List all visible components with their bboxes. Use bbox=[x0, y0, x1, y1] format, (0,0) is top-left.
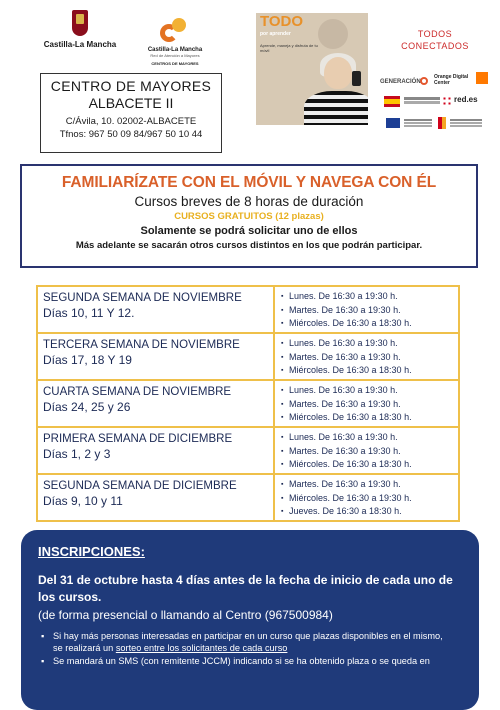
logo-mid-sub: Red de Atención a Mayores bbox=[150, 53, 200, 58]
logo-left-text: Castilla-La Mancha bbox=[43, 40, 117, 49]
week-cell bbox=[37, 380, 274, 427]
phone-icon bbox=[352, 71, 361, 86]
bullet-icon: ▪ bbox=[281, 367, 284, 374]
table-row bbox=[37, 380, 459, 427]
week-label: CUARTA SEMANA DE NOVIEMBRE bbox=[43, 386, 232, 398]
bullet-icon: ▪ bbox=[281, 387, 284, 394]
cm-logo-icon bbox=[160, 18, 190, 44]
plan-recuperacion-icon bbox=[438, 117, 446, 129]
ministry-text-icon bbox=[404, 97, 440, 100]
todos-conectados bbox=[400, 28, 470, 52]
time-slot: Lunes. De 16:30 a 19:30 h. bbox=[289, 291, 398, 301]
generacion-dot-icon bbox=[420, 77, 428, 85]
partner-redes: red.es bbox=[454, 95, 478, 104]
todos-line-2: CONECTADOS bbox=[401, 41, 469, 51]
week-days: Días 17, 18 Y 19 bbox=[43, 353, 132, 367]
orange-square-icon bbox=[476, 72, 488, 84]
bullet-icon: ▪ bbox=[281, 400, 284, 408]
bullet-icon: ▪ bbox=[281, 320, 284, 327]
plan-text-icon bbox=[450, 119, 482, 121]
note-sms bbox=[41, 655, 471, 667]
inscripciones-contact: (de forma presencial o llamando al Centro (967500984) bbox=[38, 608, 333, 622]
bullet-icon: ▪ bbox=[281, 508, 284, 515]
note-1-b: se realizará un bbox=[53, 643, 116, 653]
note-1-c: sorteo entre los solicitantes de cada curso bbox=[115, 643, 288, 653]
center-name-2: ALBACETE II bbox=[88, 95, 174, 111]
coat-of-arms-icon bbox=[72, 10, 88, 36]
centros-mayores-logo bbox=[140, 18, 210, 66]
week-label: SEGUNDA SEMANA DE NOVIEMBRE bbox=[43, 292, 242, 304]
times-cell bbox=[274, 474, 459, 521]
week-cell bbox=[37, 333, 274, 380]
time-slot: Miércoles. De 16:30 a 18:30 h. bbox=[289, 365, 412, 375]
time-slot: Jueves. De 16:30 a 18:30 h. bbox=[289, 506, 402, 516]
bullet-icon: ▪ bbox=[281, 434, 284, 441]
week-cell bbox=[37, 427, 274, 474]
schedule-table bbox=[36, 285, 460, 522]
todos-line-1: TODOS bbox=[417, 29, 453, 39]
bullet-icon: ▪ bbox=[281, 461, 284, 468]
promo-image bbox=[256, 13, 368, 125]
time-slot: Martes. De 16:30 a 19:30 h. bbox=[289, 304, 401, 315]
time-slot: Martes. De 16:30 a 19:30 h. bbox=[289, 445, 401, 456]
promo-title-2: por aprender bbox=[260, 31, 291, 37]
week-days: Días 10, 11 Y 12. bbox=[43, 306, 135, 320]
course-title-box bbox=[20, 164, 478, 268]
inscripciones-panel bbox=[21, 530, 479, 710]
bullet-icon: ▪ bbox=[281, 494, 284, 502]
time-slot: Miércoles. De 16:30 a 18:30 h. bbox=[289, 318, 412, 328]
partner-logos bbox=[378, 72, 490, 132]
bullet-icon: ▪ bbox=[41, 656, 45, 666]
free-courses: CURSOS GRATUITOS (12 plazas) bbox=[174, 211, 324, 222]
times-cell bbox=[274, 333, 459, 380]
week-label: PRIMERA SEMANA DE DICIEMBRE bbox=[43, 433, 233, 445]
week-days: Días 24, 25 y 26 bbox=[43, 400, 131, 414]
note-1-a: Si hay más personas interesadas en participar en un curso que plazas disponibles en el mismo, bbox=[53, 631, 443, 641]
time-slot: Martes. De 16:30 a 19:30 h. bbox=[289, 479, 401, 489]
spain-flag-icon bbox=[384, 96, 400, 107]
bullet-icon: ▪ bbox=[281, 353, 284, 361]
bullet-icon: ▪ bbox=[281, 447, 284, 455]
times-cell bbox=[274, 427, 459, 474]
table-row bbox=[37, 333, 459, 380]
castilla-la-mancha-logo bbox=[30, 10, 130, 49]
note-draw bbox=[41, 630, 471, 654]
promo-title: TODO bbox=[260, 13, 304, 30]
center-phones: Tfnos: 967 50 09 84/967 50 10 44 bbox=[59, 129, 203, 140]
time-slot: Lunes. De 16:30 a 19:30 h. bbox=[289, 432, 398, 442]
inscripciones-dates: Del 31 de octubre hasta 4 días antes de la fecha de inicio de cada uno de los cursos. bbox=[38, 573, 453, 604]
redes-dots-icon bbox=[442, 96, 452, 106]
subheadline: Cursos breves de 8 horas de duración bbox=[134, 194, 364, 209]
bullet-icon: ▪ bbox=[41, 631, 45, 641]
week-label: SEGUNDA SEMANA DE DICIEMBRE bbox=[43, 480, 237, 492]
bullet-icon: ▪ bbox=[281, 481, 284, 488]
week-cell bbox=[37, 474, 274, 521]
later-courses-notice: Más adelante se sacarán otros cursos distintos en los que podrán participar. bbox=[75, 240, 423, 251]
eu-text-icon bbox=[404, 119, 432, 121]
bullet-icon: ▪ bbox=[281, 414, 284, 421]
headline: FAMILIARÍZATE CON EL MÓVIL Y NAVEGA CON ÉL bbox=[61, 174, 437, 191]
center-info-box bbox=[40, 73, 222, 153]
time-slot: Lunes. De 16:30 a 19:30 h. bbox=[289, 385, 398, 395]
week-days: Días 9, 10 y 11 bbox=[43, 494, 123, 508]
bullet-icon: ▪ bbox=[281, 340, 284, 347]
time-slot: Martes. De 16:30 a 19:30 h. bbox=[289, 398, 401, 409]
week-days: Días 1, 2 y 3 bbox=[43, 447, 111, 461]
partner-generacion: GENERACIÓN bbox=[380, 79, 421, 85]
times-cell bbox=[274, 286, 459, 333]
bullet-icon: ▪ bbox=[281, 293, 284, 300]
logo-mid-tag: CENTROS DE MAYORES bbox=[151, 61, 199, 66]
promo-subtitle: Aprende, maneja y disfruta de tu móvil bbox=[260, 43, 318, 53]
eu-flag-icon bbox=[386, 118, 400, 128]
time-slot: Miércoles. De 16:30 a 19:30 h. bbox=[289, 492, 412, 503]
inscripciones-heading: INSCRIPCIONES: bbox=[38, 544, 145, 559]
time-slot: Lunes. De 16:30 a 19:30 h. bbox=[289, 338, 398, 348]
table-row bbox=[37, 286, 459, 333]
time-slot: Miércoles. De 16:30 a 18:30 h. bbox=[289, 412, 412, 422]
time-slot: Miércoles. De 16:30 a 18:30 h. bbox=[289, 459, 412, 469]
center-address: C/Ávila, 10. 02002-ALBACETE bbox=[65, 116, 197, 127]
week-cell bbox=[37, 286, 274, 333]
partner-orange: Orange Digital Center bbox=[434, 74, 469, 86]
center-name-1: CENTRO DE MAYORES bbox=[50, 78, 212, 94]
note-2: Se mandará un SMS (con remitente JCCM) indicando si se ha obtenido plaza o se queda en bbox=[53, 656, 430, 666]
bullet-icon: ▪ bbox=[281, 306, 284, 314]
table-row bbox=[37, 474, 459, 521]
week-label: TERCERA SEMANA DE NOVIEMBRE bbox=[43, 339, 240, 351]
only-one-notice: Solamente se podrá solicitar uno de ellos bbox=[140, 225, 358, 237]
time-slot: Martes. De 16:30 a 19:30 h. bbox=[289, 351, 401, 362]
table-row bbox=[37, 427, 459, 474]
logo-mid-name: Castilla-La Mancha bbox=[147, 47, 203, 53]
times-cell bbox=[274, 380, 459, 427]
